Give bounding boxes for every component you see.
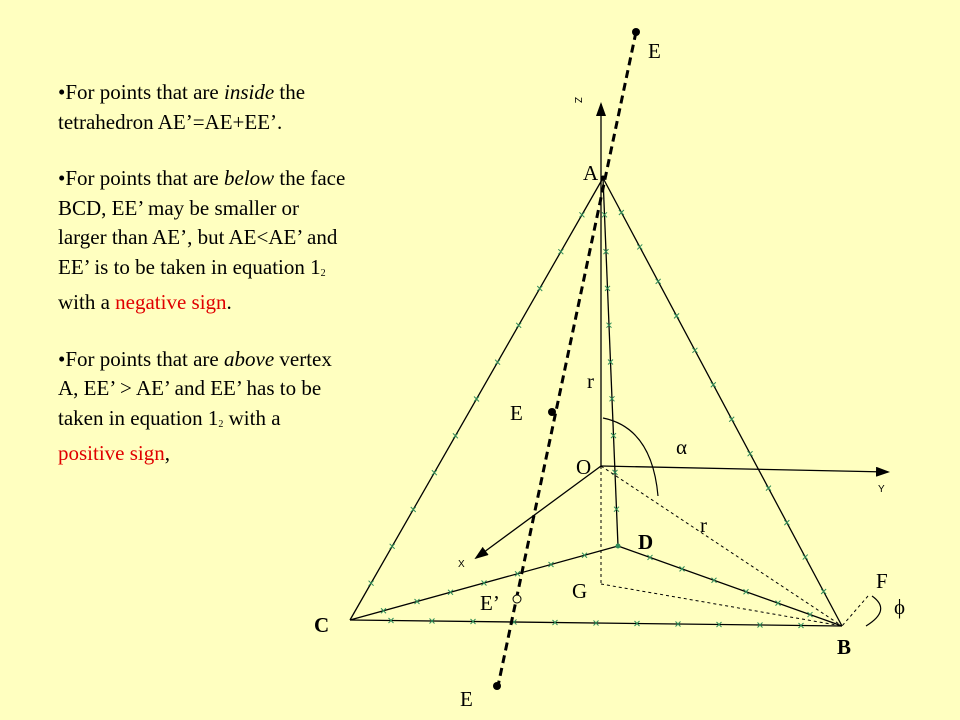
text-run: , (164, 441, 171, 465)
negative-sign-highlight: negative sign (115, 290, 227, 314)
label-alpha: α (676, 435, 688, 459)
label-phi: ϕ (894, 595, 906, 619)
label-r-diagonal: r (700, 513, 707, 537)
text-run: with a (58, 290, 116, 314)
label-B: B (837, 635, 852, 659)
label-y-axis: Y (878, 484, 885, 495)
subscript: 2 (320, 267, 326, 279)
label-A: A (583, 161, 599, 185)
label-E-top: E (648, 39, 661, 63)
bullet: • (58, 166, 66, 190)
label-E-prime: E’ (480, 591, 500, 615)
label-D: D (638, 530, 654, 554)
label-E-middle: E (510, 401, 523, 425)
point-E-top (632, 28, 640, 36)
text-run: For points that are (65, 166, 224, 190)
point-E-bottom (493, 682, 501, 690)
text-run: the face BCD, EE’ may be smaller or larger than AE’, but AE<AE’ and EE’ is to be taken in equation 1 (58, 166, 346, 279)
text-run: For points that are (65, 80, 224, 104)
line-through-E (498, 32, 636, 686)
text-run: For points that are (65, 346, 224, 371)
positive-sign-highlight: positive sign (58, 441, 165, 465)
edge-DB (618, 546, 842, 626)
y-axis-line (601, 466, 888, 472)
label-F: F (876, 569, 888, 593)
label-x-axis: X (458, 559, 465, 570)
text-run: . (226, 290, 232, 314)
text-run: the tetrahedron AE’=AE+EE’. (58, 80, 306, 134)
label-r-vertical: r (587, 369, 594, 393)
alpha-arc (603, 418, 658, 496)
point-E-prime (513, 595, 521, 603)
point-A (601, 176, 606, 181)
bullet: • (58, 80, 66, 104)
label-O: O (576, 455, 592, 479)
subscript: 2 (218, 418, 224, 430)
emphasis-above: above (224, 346, 275, 371)
emphasis-inside: inside (224, 80, 275, 104)
label-z-axis: Z (572, 97, 583, 104)
text-run: with a (223, 405, 281, 430)
bullet: • (58, 346, 66, 371)
label-C: C (314, 613, 330, 637)
dashed-G-B (601, 584, 842, 626)
point-E-middle (548, 408, 556, 416)
text-run: vertex A, EE’ > AE’ and EE’ has to be taken in equation 1 (58, 346, 332, 430)
edge-tick-marks (369, 210, 827, 628)
label-E-bottom: E (460, 687, 473, 711)
x-axis-line (476, 466, 601, 558)
edge-AB (603, 178, 842, 626)
label-G: G (572, 579, 588, 603)
point-D (616, 544, 621, 549)
emphasis-below: below (224, 166, 275, 190)
dashed-F-B (842, 596, 868, 626)
phi-arc (866, 596, 881, 626)
